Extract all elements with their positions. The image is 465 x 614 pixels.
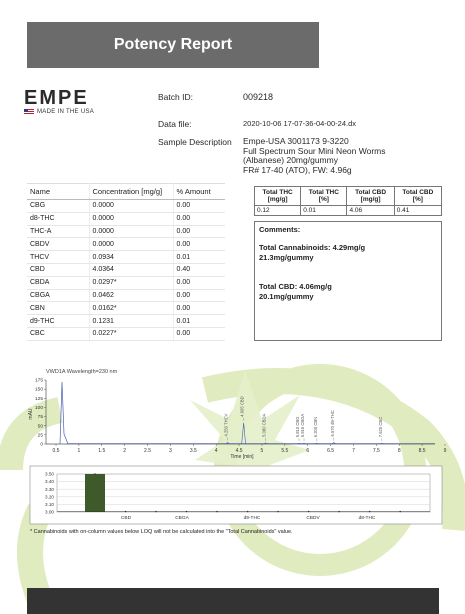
x-tick-label: 5: [260, 448, 264, 454]
peak-label: 7.620 CBC: [377, 416, 383, 438]
concentration-cell: 4.0364: [89, 263, 173, 276]
chromatogram-peak: [242, 423, 246, 444]
y-tick-label: 150: [34, 387, 43, 393]
y-tick-label: 3.40: [45, 479, 54, 485]
x-category-label: d9-THC: [243, 516, 261, 521]
x-tick-label: 1: [77, 448, 81, 454]
y-tick-label: 75: [37, 415, 43, 421]
concentration-cell: 0.0162*: [89, 302, 173, 315]
cannabinoid-name: THC-A: [27, 225, 89, 238]
sample-line: (Albanese) 20mg/gummy: [243, 155, 338, 165]
x-category-label: CBD: [120, 516, 132, 521]
total-cannabinoids-line: Total Cannabinoids: 4.29mg/g: [259, 243, 366, 252]
concentration-cell: 0.0000: [89, 238, 173, 251]
x-category-label: CBGA: [175, 516, 189, 521]
table-header-row: [27, 184, 225, 200]
cannabinoid-name: d9-THC: [27, 315, 89, 328]
table-row: [27, 276, 225, 289]
total-cbd-line: Total CBD: 4.06mg/g: [259, 282, 332, 291]
x-tick-label: 2.5: [144, 448, 152, 454]
logo-tagline-row: [24, 109, 134, 115]
y-tick-label: 50: [37, 424, 43, 430]
x-tick-label: 8.5: [418, 448, 426, 454]
table-row: [27, 315, 225, 328]
total-cannabinoids-per-gummy: 21.3mg/gummy: [259, 253, 314, 262]
concentration-cell: 0.0000: [89, 200, 173, 213]
x-tick-label: 4.5: [235, 448, 243, 454]
peak-label: 5.080 CBDA: [261, 413, 267, 437]
x-category-label: d8-THC: [358, 516, 376, 521]
table-row: [27, 289, 225, 302]
bar-chart-plot: [30, 466, 442, 524]
peak-label: 6.570 d9-THC: [329, 410, 335, 437]
x-tick-label: 2: [123, 448, 127, 454]
logo-wordmark: EMPE: [24, 87, 89, 109]
loq-footnote: * Cannabinoids with on-column values below LOQ will not be calculated into the "Total Cannabinoids" value.: [30, 529, 293, 535]
y-axis-label: mAU: [28, 408, 34, 420]
concentration-cell: 0.0000: [89, 212, 173, 225]
cannabinoid-name: CBDV: [27, 238, 89, 251]
totals-header-row: [255, 187, 442, 206]
total-thc-pct: 0.01: [301, 206, 347, 216]
batch-id-label: Batch ID:: [158, 92, 193, 102]
cannabinoid-name: CBD: [27, 263, 89, 276]
cannabinoid-name: CBDA: [27, 276, 89, 289]
percent-cell: 0.00: [173, 225, 225, 238]
cannabinoid-table: [27, 183, 225, 341]
column-header: Total THC [mg/g]: [255, 187, 301, 206]
x-tick-label: 6: [306, 448, 310, 454]
column-header: Total CBD [%]: [394, 187, 441, 206]
cannabinoid-name: CBG: [27, 200, 89, 213]
x-tick-label: 5.5: [281, 448, 289, 454]
totals-value-row: [255, 206, 442, 216]
table-row: [27, 225, 225, 238]
percent-cell: 0.00: [173, 276, 225, 289]
concentration-cell: 0.0227*: [89, 327, 173, 340]
x-tick-label: 7.5: [372, 448, 380, 454]
y-tick-label: 3.20: [45, 494, 54, 500]
percent-cell: 0.40: [173, 263, 225, 276]
cannabinoid-table-body: [27, 200, 225, 341]
cannabinoid-name: CBC: [27, 327, 89, 340]
y-tick-label: 0: [40, 442, 43, 448]
sample-description-label: Sample Description: [158, 137, 232, 147]
data-file-label: Data file:: [158, 119, 192, 129]
x-tick-label: 7: [352, 448, 355, 454]
sample-line: Empe-USA 3001173 9-3220: [243, 136, 349, 146]
column-header: Total CBD [mg/g]: [347, 187, 394, 206]
x-tick-label: 8: [397, 448, 401, 454]
percent-cell: 0.00: [173, 289, 225, 302]
concentration-cell: 0.0000: [89, 225, 173, 238]
table-row: [27, 263, 225, 276]
percent-cell: 0.01: [173, 315, 225, 328]
y-tick-label: 100: [34, 406, 43, 412]
y-tick-label: 3.00: [45, 509, 54, 515]
x-tick-label: 4: [214, 448, 218, 454]
totals-table: [254, 186, 442, 216]
total-cbd-per-gummy: 20.1mg/gummy: [259, 292, 314, 301]
sample-line: Full Spectrum Sour Mini Neon Worms: [243, 145, 386, 156]
column-header: Concentration [mg/g]: [89, 184, 173, 200]
sample-line: FR# 17-40 (ATO), FW: 4.96g: [243, 164, 352, 175]
data-file-value: 2020-10-06 17-07-36-04-00-24.dx: [243, 119, 356, 128]
y-tick-label: 3.10: [45, 502, 54, 507]
peak-label: 6.200 CBN: [312, 416, 318, 438]
column-header: % Amount: [173, 184, 225, 200]
peak-label: 5.810 CBG: [295, 416, 301, 438]
chromatogram: [27, 369, 447, 460]
batch-id-value: 009218: [243, 92, 274, 102]
x-axis-label: Time [min]: [230, 454, 254, 460]
sample-description-value: [243, 137, 386, 175]
x-tick-label: 6.5: [327, 448, 335, 454]
column-header: Name: [27, 184, 89, 200]
bar-cbd: [85, 474, 105, 512]
y-tick-label: 3.30: [45, 486, 54, 492]
table-row: [27, 238, 225, 251]
total-cbd-pct: 0.41: [394, 206, 441, 216]
y-tick-label: 125: [34, 396, 43, 402]
comments-box: [254, 221, 442, 341]
percent-cell: 0.01: [173, 251, 225, 264]
cannabinoid-name: CBGA: [27, 289, 89, 302]
x-tick-label: 3.5: [189, 448, 197, 454]
total-thc-mg: 0.12: [255, 206, 301, 216]
concentration-cell: 0.0297*: [89, 276, 173, 289]
us-flag-icon: [24, 109, 34, 115]
concentration-cell: 0.0934: [89, 251, 173, 264]
cannabinoid-bar-chart: [30, 466, 442, 524]
cannabinoid-name: CBN: [27, 302, 89, 315]
percent-cell: 0.00: [173, 302, 225, 315]
chromatogram-detector-label: VWD1A Wavelength=230 nm: [46, 369, 118, 375]
total-cbd-mg: 4.06: [347, 206, 394, 216]
chromatogram-plot: [27, 369, 447, 460]
peak-label: 4.250 THCV: [223, 413, 229, 437]
table-row: [27, 200, 225, 213]
peak-label: 4.605 CBD: [239, 396, 245, 417]
x-tick-label: 0.5: [52, 448, 60, 454]
logo-tagline: MADE IN THE USA: [37, 109, 95, 115]
report-title: Potency Report: [27, 22, 319, 68]
percent-cell: 0.00: [173, 200, 225, 213]
solvent-peak: [60, 382, 68, 444]
peak-label: 5.916 CBGA: [300, 413, 306, 438]
x-tick-label: 9: [443, 448, 447, 454]
table-row: [27, 302, 225, 315]
brand-logo: [24, 88, 134, 118]
percent-cell: 0.00: [173, 327, 225, 340]
y-tick-label: 175: [34, 378, 43, 384]
x-tick-label: 3: [169, 448, 172, 454]
table-row: [27, 251, 225, 264]
x-category-label: CBDV: [306, 516, 320, 521]
comments-label: Comments:: [259, 225, 301, 234]
cannabinoid-name: d8-THC: [27, 212, 89, 225]
bar-point: [94, 473, 96, 475]
percent-cell: 0.00: [173, 238, 225, 251]
y-tick-label: 25: [37, 433, 43, 439]
percent-cell: 0.00: [173, 212, 225, 225]
table-row: [27, 327, 225, 340]
table-row: [27, 212, 225, 225]
concentration-cell: 0.0462: [89, 289, 173, 302]
footer-bar: [27, 588, 439, 614]
concentration-cell: 0.1231: [89, 315, 173, 328]
y-tick-label: 3.50: [45, 471, 54, 477]
column-header: Total THC [%]: [301, 187, 347, 206]
cannabinoid-name: THCV: [27, 251, 89, 264]
x-tick-label: 1.5: [98, 448, 106, 454]
